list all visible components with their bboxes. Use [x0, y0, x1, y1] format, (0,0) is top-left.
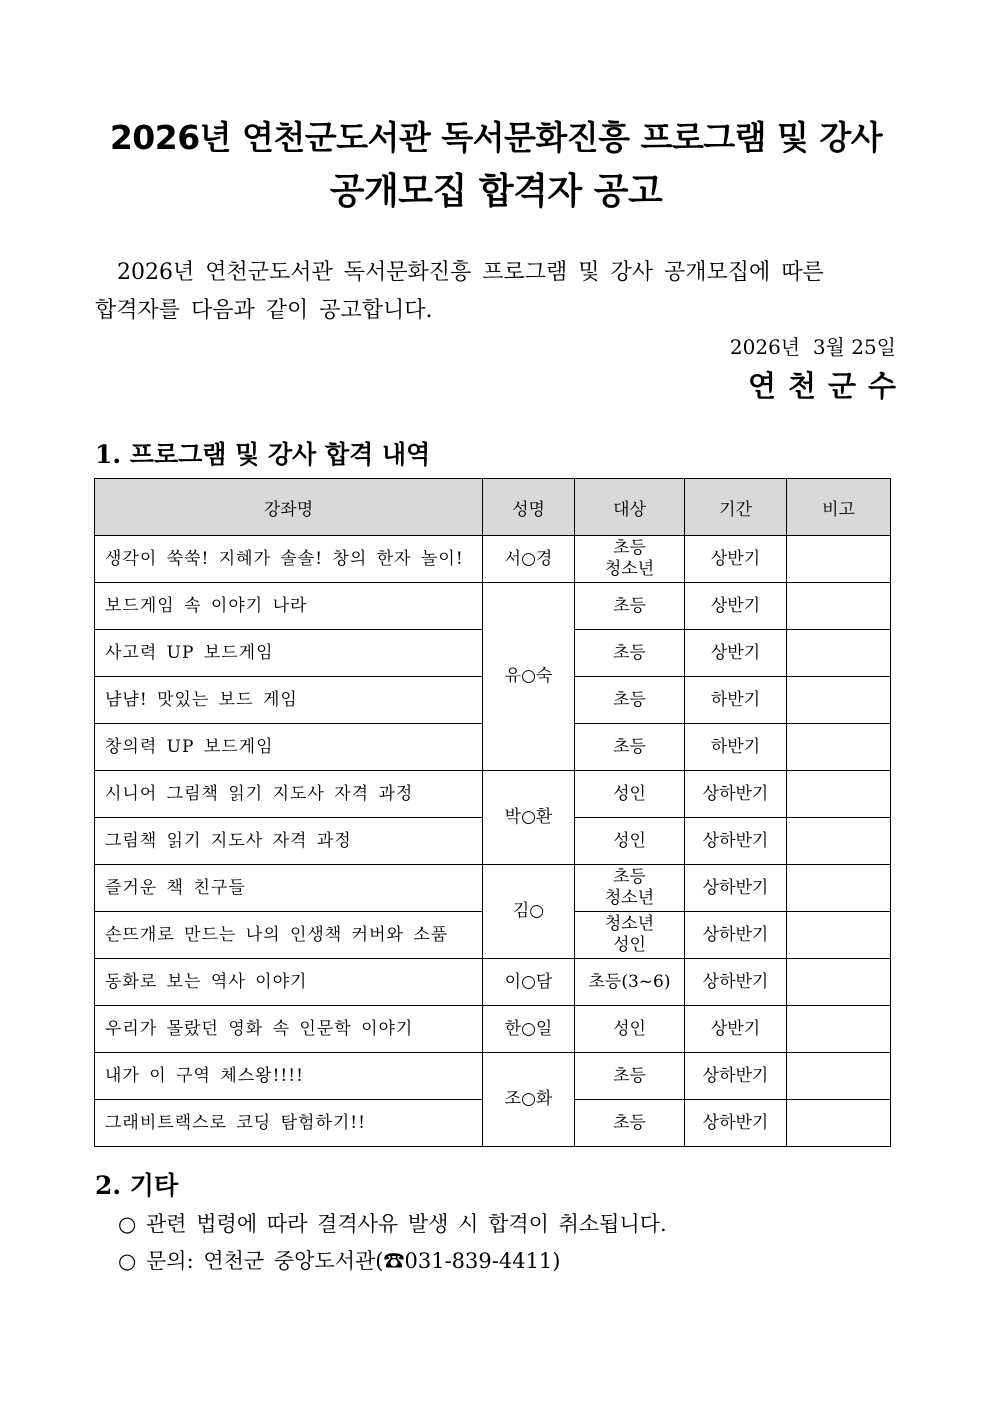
- period: 상하반기: [685, 959, 787, 1006]
- table-row: [95, 536, 891, 583]
- program-table: [94, 478, 891, 1147]
- course-name: 사고력 UP 보드게임: [95, 630, 483, 677]
- phone-icon: ☎: [383, 1249, 405, 1273]
- header-name: 성명: [483, 479, 575, 536]
- period: 상하반기: [685, 1053, 787, 1100]
- note: [787, 724, 891, 771]
- period: 상반기: [685, 536, 787, 583]
- section2-title: 2. 기타: [95, 1171, 179, 1200]
- course-name: 즐거운 책 친구들: [95, 865, 483, 912]
- bullet-circle-icon: ○: [118, 1249, 137, 1273]
- issuer-signature: 연천군수: [747, 369, 908, 403]
- target-audience: 초등: [575, 583, 685, 630]
- intro-paragraph: [95, 254, 895, 330]
- target-audience: 초등: [575, 1100, 685, 1147]
- note-item-disqualification: [118, 1208, 667, 1238]
- note: [787, 912, 891, 959]
- header-note: 비고: [787, 479, 891, 536]
- instructor-name: 김○: [483, 865, 575, 959]
- period: 상반기: [685, 630, 787, 677]
- target-audience: 초등 청소년: [575, 536, 685, 583]
- intro-line2: 합격자를 다음과 같이 공고합니다.: [95, 298, 433, 323]
- target-audience: 초등(3~6): [575, 959, 685, 1006]
- instructor-name: 이○담: [483, 959, 575, 1006]
- header-target: 대상: [575, 479, 685, 536]
- note: [787, 959, 891, 1006]
- target-audience: 성인: [575, 1006, 685, 1053]
- notice-date: 2026년 3월 25일: [729, 335, 896, 359]
- contact-prefix: 문의: 연천군 중앙도서관(: [146, 1249, 384, 1273]
- period: 상하반기: [685, 818, 787, 865]
- course-name: 냠냠! 맛있는 보드 게임: [95, 677, 483, 724]
- page-title-line1: 2026년 연천군도서관 독서문화진흥 프로그램 및 강사: [109, 118, 883, 157]
- note: [787, 865, 891, 912]
- course-name: 우리가 몰랐던 영화 속 인문학 이야기: [95, 1006, 483, 1053]
- period: 상하반기: [685, 1100, 787, 1147]
- table-row: [95, 583, 891, 630]
- note-item-contact: [118, 1245, 561, 1275]
- header-course: 강좌명: [95, 479, 483, 536]
- course-name: 그림책 읽기 지도사 자격 과정: [95, 818, 483, 865]
- table-header-row: [95, 479, 891, 536]
- contact-suffix: ): [552, 1249, 561, 1273]
- target-audience: 초등: [575, 677, 685, 724]
- page-title-line2: 공개모집 합격자 공고: [329, 171, 663, 212]
- period: 상하반기: [685, 771, 787, 818]
- course-name: 손뜨개로 만드는 나의 인생책 커버와 소품: [95, 912, 483, 959]
- instructor-name: 조○화: [483, 1053, 575, 1147]
- intro-line1: 2026년 연천군도서관 독서문화진흥 프로그램 및 강사 공개모집에 따른: [117, 260, 824, 285]
- note: [787, 1006, 891, 1053]
- instructor-name: 서○경: [483, 536, 575, 583]
- note: [787, 677, 891, 724]
- table-row: [95, 771, 891, 818]
- period: 상반기: [685, 1006, 787, 1053]
- course-name: 보드게임 속 이야기 나라: [95, 583, 483, 630]
- note: [787, 1053, 891, 1100]
- note: [787, 583, 891, 630]
- period: 하반기: [685, 724, 787, 771]
- note: [787, 1100, 891, 1147]
- contact-phone: 031-839-4411: [404, 1249, 553, 1273]
- note: [787, 536, 891, 583]
- period: 하반기: [685, 677, 787, 724]
- table-row: [95, 1006, 891, 1053]
- bullet-circle-icon: ○: [118, 1212, 137, 1236]
- header-period: 기간: [685, 479, 787, 536]
- target-audience: 성인: [575, 771, 685, 818]
- period: 상하반기: [685, 912, 787, 959]
- instructor-name: 유○숙: [483, 583, 575, 771]
- target-audience: 초등 청소년: [575, 865, 685, 912]
- instructor-name: 한○일: [483, 1006, 575, 1053]
- target-audience: 청소년 성인: [575, 912, 685, 959]
- period: 상반기: [685, 583, 787, 630]
- course-name: 내가 이 구역 체스왕!!!!: [95, 1053, 483, 1100]
- course-name: 그래비트랙스로 코딩 탐험하기!!: [95, 1100, 483, 1147]
- course-name: 창의력 UP 보드게임: [95, 724, 483, 771]
- target-audience: 초등: [575, 1053, 685, 1100]
- target-audience: 성인: [575, 818, 685, 865]
- table-row: [95, 959, 891, 1006]
- section1-title: 1. 프로그램 및 강사 합격 내역: [95, 440, 431, 469]
- period: 상하반기: [685, 865, 787, 912]
- target-audience: 초등: [575, 630, 685, 677]
- note: [787, 818, 891, 865]
- note: [787, 771, 891, 818]
- target-audience: 초등: [575, 724, 685, 771]
- course-name: 시니어 그림책 읽기 지도사 자격 과정: [95, 771, 483, 818]
- course-name: 동화로 보는 역사 이야기: [95, 959, 483, 1006]
- table-row: [95, 865, 891, 912]
- instructor-name: 박○환: [483, 771, 575, 865]
- note-item-text: 관련 법령에 따라 결격사유 발생 시 합격이 취소됩니다.: [146, 1212, 667, 1236]
- course-name: 생각이 쑥쑥! 지혜가 솔솔! 창의 한자 놀이!: [95, 536, 483, 583]
- table-row: [95, 1053, 891, 1100]
- note: [787, 630, 891, 677]
